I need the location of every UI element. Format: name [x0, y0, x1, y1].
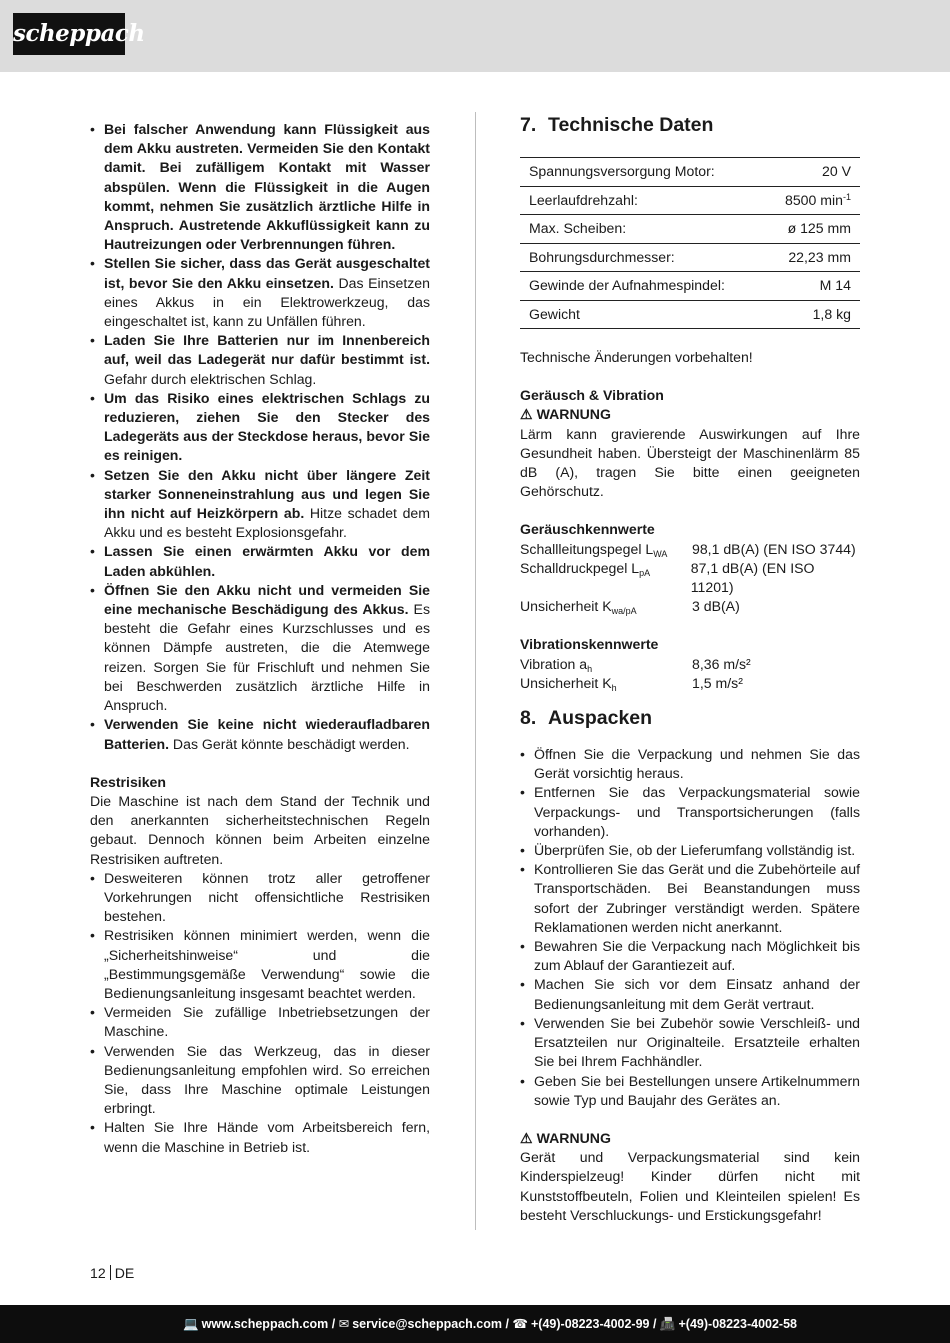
list-item: • Restrisiken können minimiert werden, wenn die „Sicherheitshinweise“ und die „Bestimmungsgemäße Verwendung“ sowie die Bedienungsanleitung insgesamt beachtet werden. — [90, 926, 430, 1003]
tech-note: Technische Änderungen vorbehalten! — [520, 349, 753, 365]
page-number: 12 DE — [90, 1265, 135, 1281]
warning-text: Gerät und Verpackungsmaterial sind kein Kinderspielzeug! Kinder dürfen nicht mit Kunststoffbeuteln, Folien und Kleinteilen spielen! Es besteht Verschluckungs- und Erstickungsgefahr! — [520, 1149, 860, 1223]
list-item: • Um das Risiko eines elektrischen Schlags zu reduzieren, ziehen Sie den Stecker des Ladegeräts aus der Steckdose heraus, bevor Sie es reinigen. — [90, 389, 430, 466]
battery-safety-list — [90, 120, 430, 754]
column-divider — [475, 112, 476, 1230]
brand-logo: scheppach — [13, 13, 125, 55]
phone-number: +(49)-08223-4002-99 / — [531, 1317, 657, 1331]
spec-row: Vibration $a_h$ 8,36 m/s² — [520, 655, 751, 674]
page-header — [0, 0, 950, 72]
section-7-heading: 7. Technische Daten — [520, 114, 714, 136]
list-item: • Bewahren Sie die Verpackung nach Möglichkeit bis zum Ablauf der Garantiezeit auf. — [520, 937, 860, 975]
list-item: • Bei falscher Anwendung kann Flüssigkeit aus dem Akku austreten. Vermeiden Sie den Kontakt damit. Bei zufälligem Kontakt mit Wasser abspülen. Wenn die Flüssigkeit in die Augen kommt, nehmen Sie zusätzlich ärztliche Hilfe in Anspruch. Austretende Akkuflüssigkeit kann zu Hautreizungen oder Verbrennungen führen. — [90, 120, 430, 254]
noise-heading: Geräusch & Vibration — [520, 387, 664, 404]
list-item: • Überprüfen Sie, ob der Lieferumfang vollständig ist. — [520, 841, 860, 860]
noise-values-heading: Geräuschkennwerte — [520, 521, 655, 538]
spec-row: Schallleitungspegel $L_{WA}$ 98,1 dB(A) (EN ISO 3744) — [520, 540, 856, 559]
noise-text: Lärm kann gravierende Auswirkungen auf Ihre Gesundheit haben. Übersteigt der Maschinenlärm 85 dB (A), tragen Sie bitte einen geeigneten Gehörschutz. — [520, 425, 860, 500]
email-link[interactable]: service@scheppach.com / — [352, 1317, 509, 1331]
computer-icon: 💻 — [183, 1317, 199, 1331]
list-item: • Verwenden Sie keine nicht wiederaufladbaren Batterien. Das Gerät könnte beschädigt werden. — [90, 715, 430, 753]
phone-icon: ☎ — [512, 1317, 528, 1331]
list-item: • Machen Sie sich vor dem Einsatz anhand der Bedienungsanleitung mit dem Gerät vertraut. — [520, 975, 860, 1013]
list-item: • Desweiteren können trotz aller getroffener Vorkehrungen nicht offensichtliche Restrisiken bestehen. — [90, 869, 430, 927]
table-row: Gewinde der Aufnahmespindel: M 14 — [520, 272, 860, 301]
table-row: Gewicht 1,8 kg — [520, 300, 860, 329]
tech-data-table — [520, 157, 860, 329]
unpack-list — [520, 745, 860, 1110]
list-item: • Stellen Sie sicher, dass das Gerät ausgeschaltet ist, bevor Sie den Akku einsetzen. Das Einsetzen eines Akkus in ein Elektrowerkzeug, das eingeschaltet ist, kann zu Unfällen führen. — [90, 254, 430, 331]
table-row: Spannungsversorgung Motor: 20 V — [520, 158, 860, 187]
website-link[interactable]: www.scheppach.com / — [201, 1317, 336, 1331]
list-item: • Öffnen Sie die Verpackung und nehmen Sie das Gerät vorsichtig heraus. — [520, 745, 860, 783]
vibration-heading: Vibrationskennwerte — [520, 636, 659, 653]
list-item: • Geben Sie bei Bestellungen unsere Artikelnummern sowie Typ und Baujahr des Gerätes an. — [520, 1072, 860, 1110]
list-item: • Öffnen Sie den Akku nicht und vermeiden Sie eine mechanische Beschädigung des Akkus. Es besteht die Gefahr eines Kurzschlusses und es können Dämpfe austreten, die die Atemwege reizen. Sorgen Sie für Frischluft und nehmen Sie bei Beschwerden zusätzlich ärztliche Hilfe in Anspruch. — [90, 581, 430, 715]
mail-icon: ✉ — [338, 1317, 350, 1331]
list-item: • Lassen Sie einen erwärmten Akku vor dem Laden abkühlen. — [90, 542, 430, 580]
warning-label: ⚠ WARNUNG — [520, 1129, 611, 1146]
list-item: • Verwenden Sie das Werkzeug, das in dieser Bedienungsanleitung empfohlen wird. So erreichen Sie, dass Ihre Maschine optimale Leistungen erbringt. — [90, 1042, 430, 1119]
list-item: • Setzen Sie den Akku nicht über längere Zeit starker Sonneneinstrahlung aus und legen Sie ihn nicht auf Heizkörpern ab. Hitze schadet dem Akku und es besteht Explosionsgefahr. — [90, 466, 430, 543]
list-item: • Kontrollieren Sie das Gerät und die Zubehörteile auf Transportschäden. Bei Beanstandungen muss sofort der Zubringer verständigt werden. Spätere Reklamationen werden nicht anerkannt. — [520, 860, 860, 937]
table-row: Leerlaufdrehzahl: 8500 $\min^{-1}$ — [520, 186, 860, 215]
spec-row: Schalldruckpegel $L_{pA}$ 87,1 dB(A) (EN ISO 11201) — [520, 559, 815, 596]
spec-row: Unsicherheit $K_{wa/pA}$ 3 dB(A) — [520, 598, 740, 617]
spec-row: Unsicherheit $K_h$ 1,5 m/s² — [520, 674, 743, 693]
table-row: Bohrungsdurchmesser: 22,23 mm — [520, 243, 860, 272]
list-item: • Laden Sie Ihre Batterien nur im Innenbereich auf, weil das Ladegerät nur dafür bestimmt ist. Gefahr durch elektrischen Schlag. — [90, 331, 430, 389]
warning-label: ⚠ WARNUNG — [520, 406, 611, 423]
list-item: • Vermeiden Sie zufällige Inbetriebsetzungen der Maschine. — [90, 1003, 430, 1041]
restrisiken-list — [90, 869, 430, 1157]
page-footer — [0, 1305, 950, 1343]
list-item: • Entfernen Sie das Verpackungsmaterial sowie Verpackungs- und Transportsicherungen (falls vorhanden). — [520, 783, 860, 841]
warning-triangle-icon: ⚠ — [520, 1129, 533, 1146]
list-item: • Halten Sie Ihre Hände vom Arbeitsbereich fern, wenn die Maschine in Betrieb ist. — [90, 1118, 430, 1156]
list-item: • Verwenden Sie bei Zubehör sowie Verschleiß- und Ersatzteilen nur Originalteile. Ersatzteile erhalten Sie bei Ihrem Fachhändler. — [520, 1014, 860, 1072]
right-column — [520, 112, 860, 1225]
left-column — [90, 120, 430, 1157]
section-8-heading: 8. Auspacken — [520, 707, 653, 730]
warning-triangle-icon: ⚠ — [520, 406, 533, 423]
table-row: Max. Scheiben: ø 125 mm — [520, 215, 860, 244]
fax-number: +(49)-08223-4002-58 — [678, 1317, 797, 1331]
restrisiken-text: Die Maschine ist nach dem Stand der Technik und den anerkannten sicherheitstechnischen Regeln gebaut. Dennoch können beim Arbeiten einzelne Restrisiken auftreten. — [90, 792, 430, 867]
restrisiken-heading: Restrisiken — [90, 773, 166, 790]
fax-icon: 📠 — [659, 1317, 676, 1331]
